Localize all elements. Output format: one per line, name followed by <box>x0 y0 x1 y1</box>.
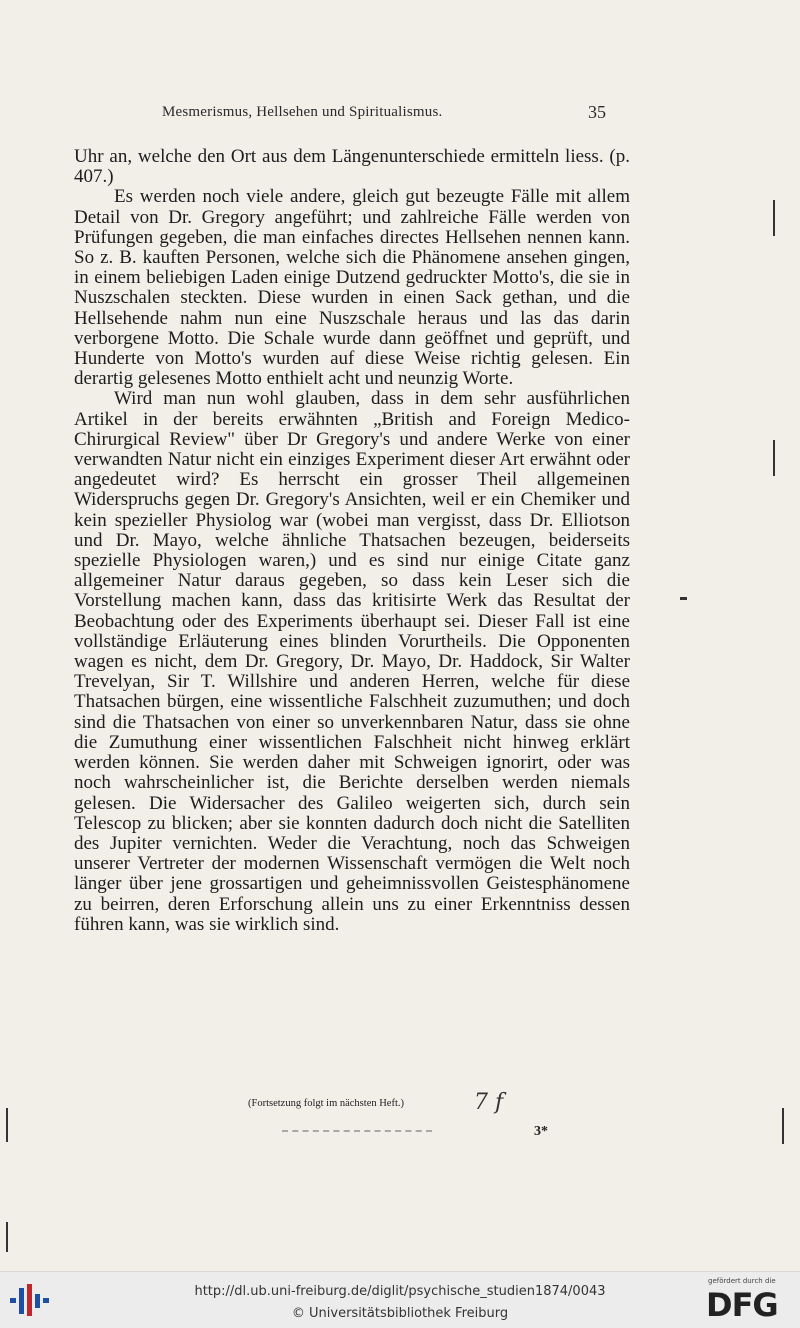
running-head: Mesmerismus, Hellsehen und Spiritualismus. <box>162 104 443 120</box>
margin-mark <box>782 1108 784 1144</box>
dfg-logo[interactable]: DFG <box>706 1286 778 1324</box>
body-text <box>74 147 630 935</box>
paragraph: Wird man nun wohl glauben, dass in dem sehr ausführlichen Artikel in der bereits erwähnten „British and Foreign Medico-Chirurgical Review" über Dr Gregory's und andere Werke von einer verwandten Natur nicht ein einziges Experiment dieser Art erwähnt oder angedeutet wird? Es herrscht ein grosser Theil allgemeinen Widerspruchs gegen Dr. Gregory's Ansichten, weil er ein Chemiker und kein spezieller Physiolog war (wobei man vergisst, dass Dr. Elliotson und Dr. Mayo, welche ähnliche Thatsachen bezeugen, beiderseits spezielle Physiologen waren,) und es sind nur einige Citate ganz allgemeiner Natur daraus gegeben, so dass kein Leser sich die Vorstellung machen kann, dass das kritisirte Werk das Resultat der Beobachtung oder des Experiments überhaupt sei. Dieser Fall ist eine vollständige Erläuterung eines blinden Vorurtheils. Die Opponenten wagen es nicht, dem Dr. Gregory, Dr. Mayo, Dr. Haddock, Sir Walter Trevelyan, Sir T. Willshire und anderen Herren, welche für diese Thatsachen bürgen, eine wissentliche Falschheit zuzumuthen; und doch sind die Thatsachen von einer so unverkennbaren Natur, dass sie ohne die Zumuthung einer wissentlichen Falschheit nicht hinweg erklärt werden können. Sie werden daher mit Schweigen ignorirt, oder was noch wahrscheinlicher ist, die Berichte derselben werden niemals gelesen. Die Widersacher des Galileo weigerten sich, durch sein Telescop zu blicken; aber sie konnten dadurch doch nicht die Satelliten des Jupiter vernichten. Weder die Verachtung, noch das Schweigen unserer Vertreter der modernen Wissenschaft vermögen die Welt noch länger über jene grossartigen und geheimnissvollen Geistesphänomene zu beirren, deren Erforschung allein uns zu einer Erkenntniss dessen führen kann, was sie wirklich sind. <box>74 388 630 935</box>
margin-mark <box>773 440 775 476</box>
permalink[interactable]: http://dl.ub.uni-freiburg.de/diglit/psychische_studien1874/0043 <box>194 1284 606 1299</box>
footer-bar <box>0 1271 800 1328</box>
faint-rule <box>282 1130 432 1134</box>
signature-mark: 3* <box>534 1124 548 1139</box>
page-number: 35 <box>588 102 606 122</box>
paragraph: Es werden noch viele andere, gleich gut bezeugte Fälle mit allem Detail von Dr. Gregory angeführt; und zahlreiche Fälle werden von Prüfungen gegeben, die man einfaches directes Hellsehen nennen kann. So z. B. kauften Personen, welche sich die Phänomene ansehen gingen, in einem beliebigen Laden einige Dutzend gedruckter Motto's, die sie in Nuszschalen steckten. Diese wurden in einen Sack gethan, und die Hellsehende nahm nun eine Nuszschale heraus und las das darin verborgene Motto. Die Schale wurde dann geöffnet und geprüft, und Hunderte von Motto's wurden auf diese Weise richtig gelesen. Ein derartig gelesenes Motto enthielt acht und neunzig Worte. <box>74 186 630 390</box>
paragraph: Uhr an, welche den Ort aus dem Längenunterschiede ermitteln liess. (p. 407.) <box>74 146 630 188</box>
margin-mark <box>6 1108 8 1142</box>
margin-mark <box>773 200 775 236</box>
continuation-note: (Fortsetzung folgt im nächsten Heft.) <box>248 1098 405 1109</box>
copyright: © Universitätsbibliothek Freiburg <box>291 1306 509 1321</box>
margin-mark <box>6 1222 8 1252</box>
handwritten-mark: 7 f <box>474 1090 504 1115</box>
margin-mark <box>680 597 687 600</box>
dfg-caption: gefördert durch die <box>708 1277 776 1285</box>
